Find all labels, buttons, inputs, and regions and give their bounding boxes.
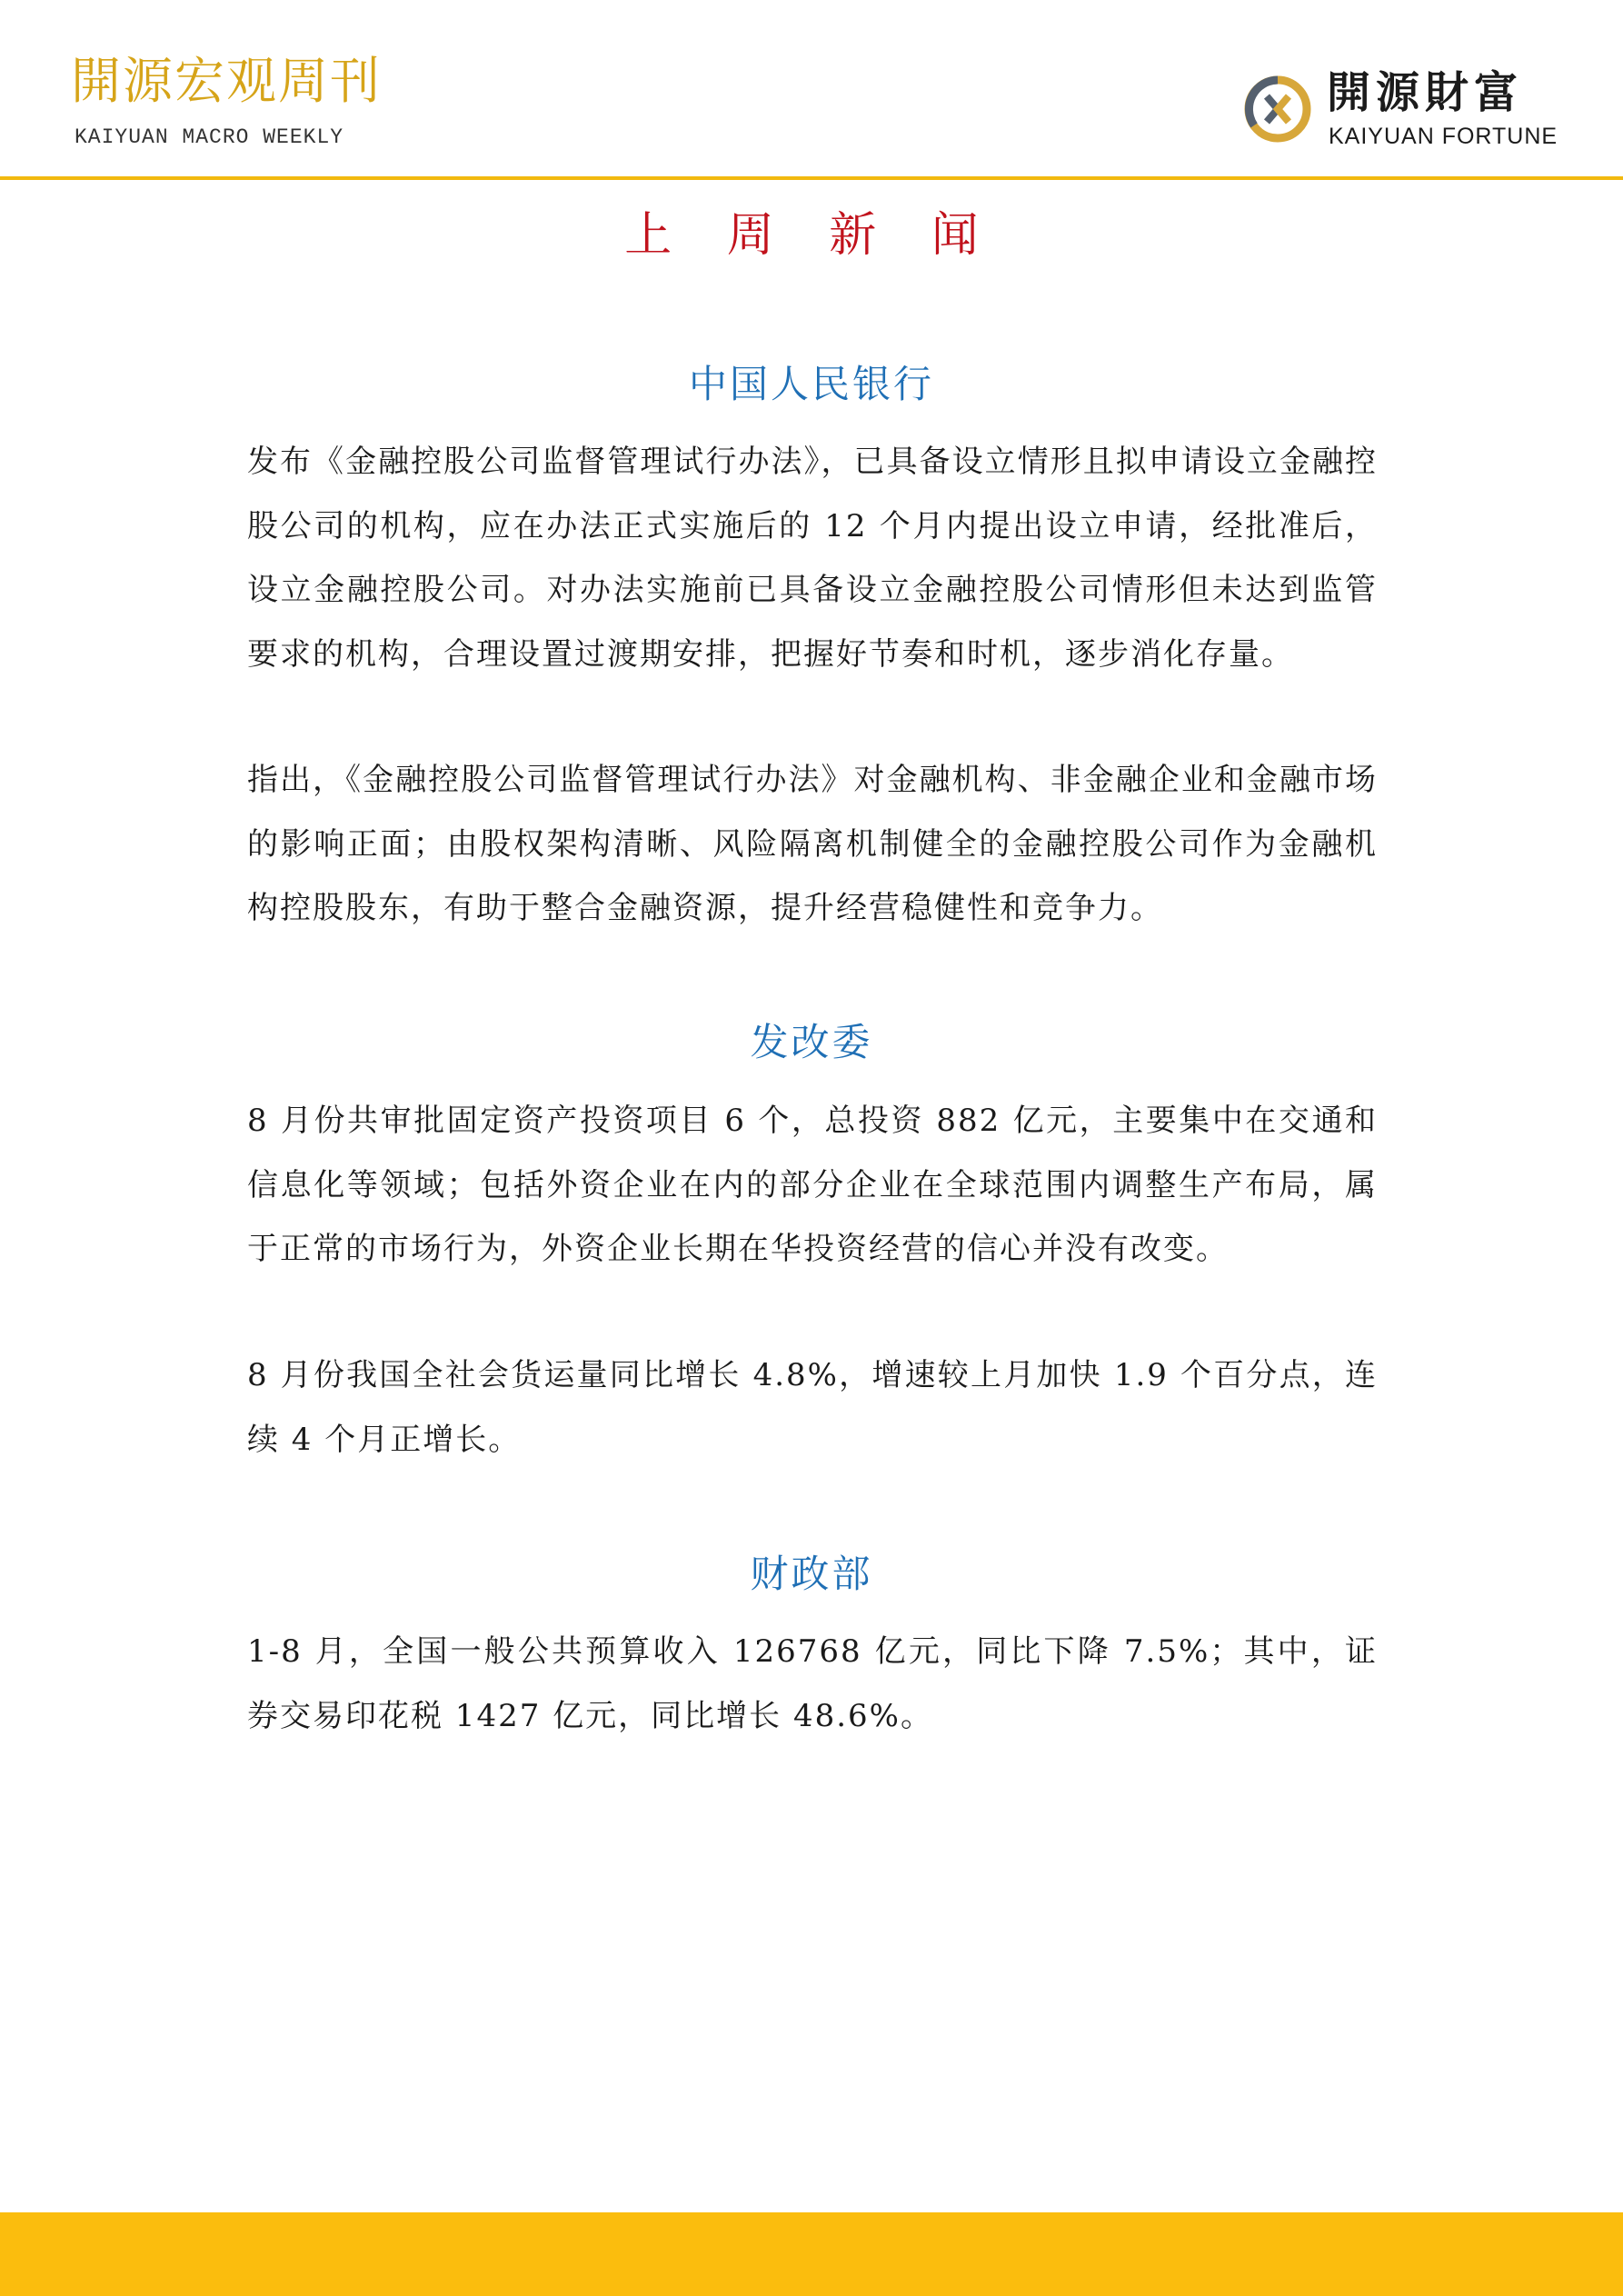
page-title: 上 周 新 闻	[624, 208, 999, 263]
kaiyuan-fortune-logo	[1243, 67, 1558, 151]
kaiyuan-k-logo-icon	[1243, 75, 1312, 144]
report-series-title: 開源宏观周刊	[71, 52, 383, 110]
section-title-ndrc: 发改委	[750, 1020, 873, 1064]
header-divider	[0, 176, 1623, 180]
paragraph-ndrc-2: 8 月份我国全社会货运量同比增长 4.8%，增速较上月加快 1.9 个百分点，连续 4 个月正增长。	[247, 1357, 1378, 1458]
report-series-subtitle: KAIYUAN MACRO WEEKLY	[75, 125, 344, 149]
section-title-mof: 财政部	[750, 1552, 873, 1596]
logo-chinese-name: 開源財富	[1327, 67, 1524, 118]
paragraph-ndrc-1: 8 月份共审批固定资产投资项目 6 个，总投资 882 亿元，主要集中在交通和信息化等领域；包括外资企业在内的部分企业在全球范围内调整生产布局，属于正常的市场行为，外资企业长期在华投资经营的信心并没有改变。	[247, 1103, 1378, 1267]
logo-english-name: KAIYUAN FORTUNE	[1329, 124, 1558, 149]
paragraph-mof-1: 1-8 月，全国一般公共预算收入 126768 亿元，同比下降 7.5%；其中，证券交易印花税 1427 亿元，同比增长 48.6%。	[247, 1633, 1378, 1734]
footer-bar	[0, 2212, 1623, 2296]
paragraph-pboc-2: 指出，《金融控股公司监督管理试行办法》对金融机构、非金融企业和金融市场的影响正面；由股权架构清晰、风险隔离机制健全的金融控股公司作为金融机构控股股东，有助于整合金融资源，提升经营稳健性和竞争力。	[247, 762, 1378, 926]
paragraph-pboc-1: 发布《金融控股公司监督管理试行办法》，已具备设立情形且拟申请设立金融控股公司的机构，应在办法正式实施后的 12 个月内提出设立申请，经批准后，设立金融控股公司。对办法实施前已具备设立金融控股公司情形但未达到监管要求的机构，合理设置过渡期安排，把握好节奏和时机，逐步消化存量。	[247, 444, 1378, 673]
section-title-pboc: 中国人民银行	[688, 362, 934, 406]
